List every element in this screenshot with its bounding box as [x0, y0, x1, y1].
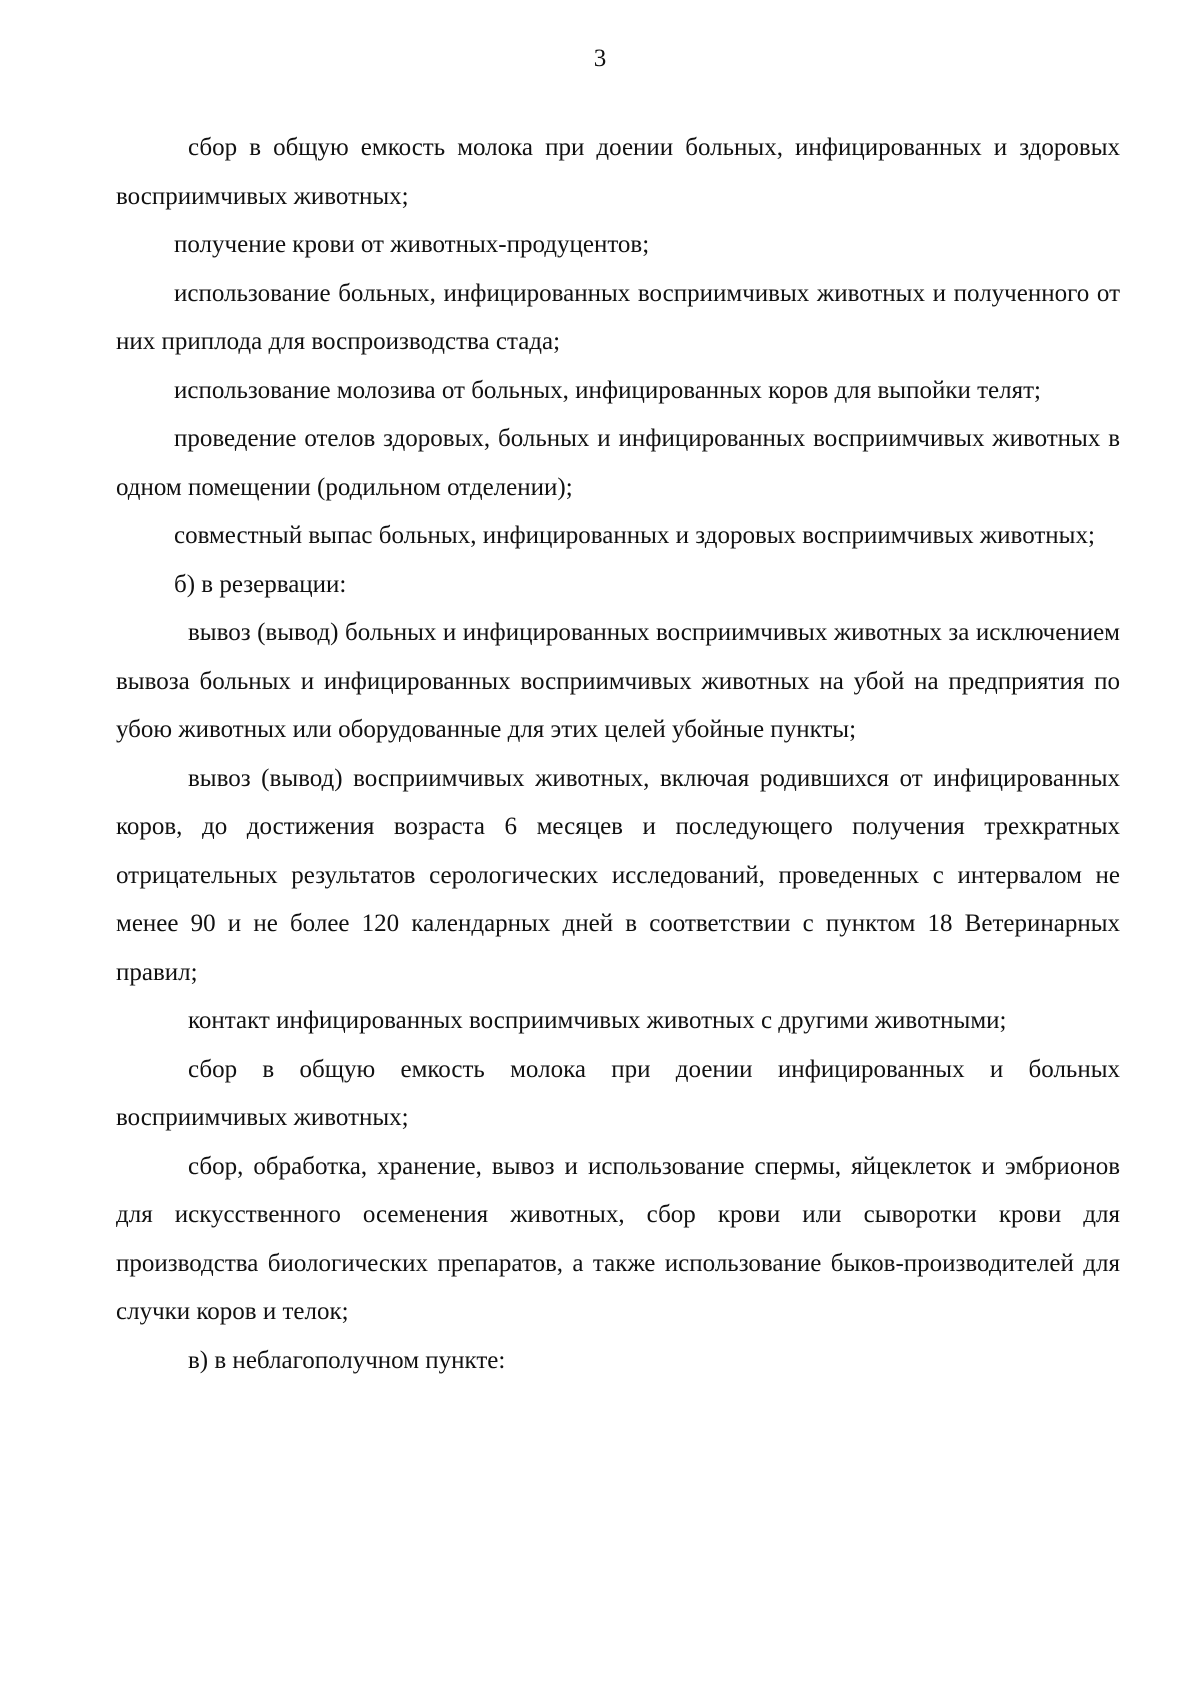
paragraph: сбор в общую емкость молока при доении больных, инфицированных и здоровых восприимчивых животных; — [116, 134, 1120, 210]
paragraph: сбор, обработка, хранение, вывоз и использование спермы, яйцеклеток и эмбрионов для искусственного осеменения животных, сбор крови или сыворотки крови для производства биологических препаратов, а также использование быков-производителей для случки коров и телок; — [116, 1152, 1120, 1325]
paragraph: использование молозива от больных, инфицированных коров для выпойки телят; — [174, 376, 1041, 404]
paragraph: сбор в общую емкость молока при доении инфицированных и больных восприимчивых животных; — [116, 1055, 1120, 1131]
paragraph: проведение отелов здоровых, больных и инфицированных восприимчивых животных в одном помещении (родильном отделении); — [116, 425, 1120, 501]
section-heading-b: б) в резервации: — [174, 570, 347, 598]
paragraph: контакт инфицированных восприимчивых животных с другими животными; — [188, 1007, 1007, 1034]
paragraph: получение крови от животных-продуцентов; — [174, 231, 650, 258]
page-number: 3 — [593, 45, 607, 72]
section-heading-v: в) в неблагополучном пункте: — [188, 1346, 506, 1374]
paragraph: вывоз (вывод) больных и инфицированных восприимчивых животных за исключением вывоза больных и инфицированных восприимчивых животных на убой на предприятия по убою животных или оборудованные для этих целей убойные пункты; — [116, 619, 1120, 743]
paragraph: использование больных, инфицированных восприимчивых животных и полученного от них приплода для воспроизводства стада; — [116, 279, 1120, 355]
paragraph: совместный выпас больных, инфицированных и здоровых восприимчивых животных; — [174, 522, 1095, 549]
paragraph: вывоз (вывод) восприимчивых животных, включая родившихся от инфицированных коров, до достижения возраста 6 месяцев и последующего получения трехкратных отрицательных результатов серологических исследований, проведенных с интервалом не менее 90 и не более 120 календарных дней в соответствии с пунктом 18 Ветеринарных правил; — [116, 764, 1120, 986]
document-body — [116, 124, 1120, 1385]
